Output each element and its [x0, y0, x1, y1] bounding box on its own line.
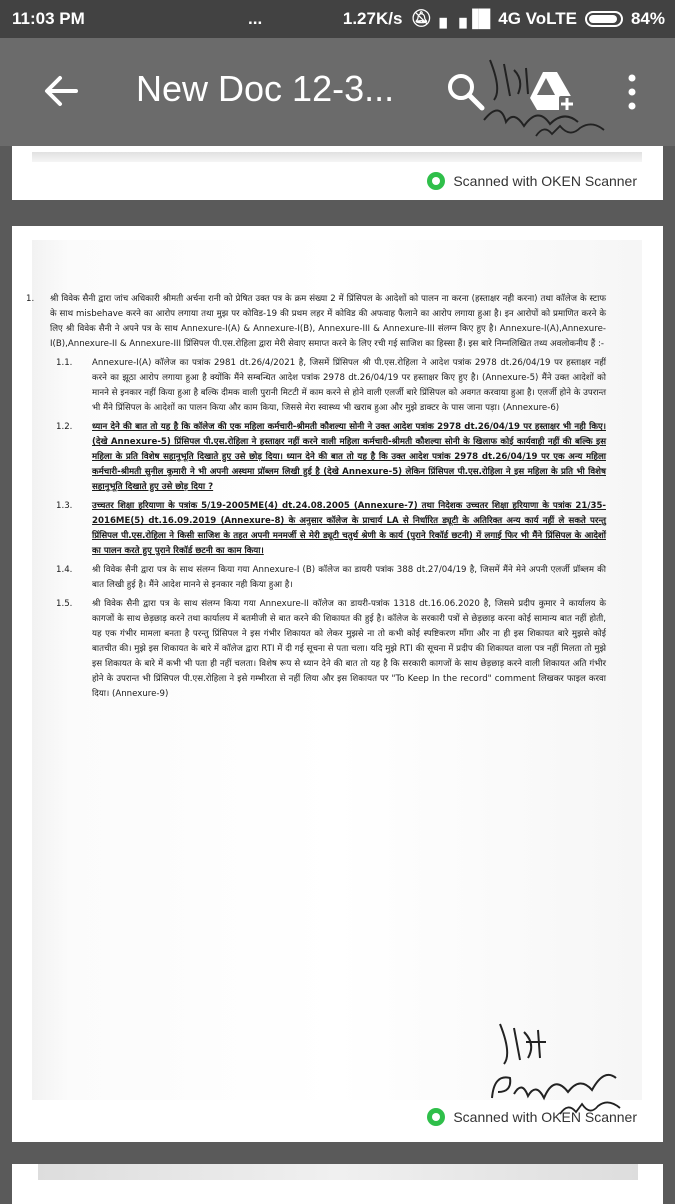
- network-speed: 1.27K/s: [342, 9, 403, 28]
- signal-icon: ▖▗▐█: [440, 9, 491, 28]
- document-title: New Doc 12-3...: [136, 68, 395, 109]
- subparagraph-1-5: 1.5. श्री विवेक सैनी द्वारा पत्र के साथ संलग्न किया गया Annexure-II कॉलेज का डायरी-पत्रांक 1318 dt.16.06.2020 है, जिसमे प्रदीप कुमार ने कार्यालय के कागजों के साथ छेड़छाड़ करने तथा कार्यालय में बतमीजी से बात करने की शिकायत की हुई है। कॉलेज के सरकारी पत्रों से छेड़छाड़ करना कोई सामान्य बात नहीं होती, यह एक गंभीर मामला बनता है परन्तु प्रिंसिपल ने इस गंभीर शिकायत को लेकर मुझसे ना तो कभी कोई स्पष्टिकरण माँगा और ना ही इस शिकायत बारे मुझसे कोई बातचीत की। मुझे इस शिकायत के बारे में कॉलेज द्वारा RTI में दी गई सूचना से पता चला। यदि मुझे RTI की सूचना में प्रदीप की शिकायत वाला पत्र नहीं मिलता तो मुझे इस शिकायत के बारे में कभी भी पता ही नहीं चलता। विशेष रूप से ध्यान देने की बात तो यह है कि सरकारी कागजों के साथ छेड़छाड़ करने वाली शिकायत अति गंभीर होने के उपरान्त भी प्रिंसिपल पी.एस.रोहिला ने इसे गम्भीरता से नहीं लिया और इस शिकायत पर "To Keep In the record" comment लिखकर फाइल करवा दिया। (Annexure-9): [56, 599, 606, 699]
- network-type: 4G VoLTE: [498, 9, 577, 28]
- oken-scanner-icon: [427, 172, 445, 190]
- scanned-watermark-bottom: [427, 1108, 637, 1126]
- paragraph-1: 1. श्री विवेक सैनी द्वारा जांच अधिकारी श्रीमती अर्चना रानी को प्रेषित उक्त पत्र के क्रम संख्या 2 में प्रिंसिपल के आदेशों को पालन ना करना (हस्ताक्षर नही करना) तथा कॉलेज के स्टाफ के साथ misbehave करने का आरोप लगाया तथा मुझ पर कोविड-19 की प्रथम लहर में कोविड की अफवाह फैलाने का आरोप लगाया हुआ है। इन आरोपों को प्रमाणित करने के लिए श्री विवेक सैनी ने अपने पत्र के साथ Annexure-I(A) & Annexure-I(B), Annexure-III & Annexure-III संलग्न किए हुए है। Annexure-I(A),Annexure-I(B),Annexure-II & Annexure-III प्रिंसिपल पी.एस.रोहिला द्वारा मेरी सेवाए समाप्त करने के लिए रची गई साजिश का हिस्सा हैं। इस बारे निम्नलिखित तथ्य अवलोकनीय हैं :-: [26, 294, 606, 349]
- subparagraph-1-2: 1.2. ध्यान देने की बात तो यह है कि कॉलेज की एक महिला कर्मचारी-श्रीमती कौशल्या सोनी ने उक्त आदेश पत्रांक 2978 dt.26/04/19 पर हस्ताक्षर भी नही किए। (देखे Annexure-5) प्रिंसिपल पी.एस.रोहिला ने हस्ताक्षर नहीं करने वाली महिला कर्मचारी-श्रीमती कौशल्या सोनी के खिलाफ कोई कार्यवाही नहीं की बल्कि इस महिला के प्रति विशेष सहानुभूति दिखाते हुए उसे छोड़ दिया। ध्यान देने की बात तो यह है कि उक्त आदेश पत्रांक 2978 dt.26/04/19 पर एक अन्य महिला कर्मचारी-श्रीमती सुनील कुमारी ने भी अपनी अस्थमा प्रॉब्लम लिखी हुई है (देखे Annexure-5) लेकिन प्रिंसिपल पी.एस.रोहिला ने इस महिला के प्रति भी विशेष सहानुभूति दिखाते हुए उसे छोड़ दिया ?: [56, 422, 606, 492]
- scanned-label: Scanned with OKEN Scanner: [453, 1109, 637, 1125]
- app-bar: [0, 38, 675, 146]
- mute-icon: 🔕︎: [410, 9, 432, 28]
- document-page-partial-bottom: [12, 1164, 663, 1204]
- document-page[interactable]: [12, 226, 663, 1142]
- scanned-label: Scanned with OKEN Scanner: [453, 173, 637, 189]
- page-edge-text: [32, 152, 642, 162]
- battery-icon: [585, 11, 623, 27]
- handwritten-signature-top: [480, 50, 610, 142]
- oken-scanner-icon: [427, 1108, 445, 1126]
- scanned-watermark-top: [427, 172, 637, 190]
- document-body: [26, 292, 606, 706]
- subparagraph-1-3: 1.3. उच्चतर शिक्षा हरियाणा के पत्रांक 5/19-2005ME(4) dt.24.08.2005 (Annexure-7) तथा निदेशक उच्चतर शिक्षा हरियाणा के पत्रांक 21/35-2016ME(5) dt.16.09.2019 (Annexure-8) के अनुसार कॉलेज के प्राचार्य LA से निर्धारित ड्यूटी के अतिरिक्त अन्य कार्य नहीं ले सकते परन्तु प्रिंसिपल पी.एस.रोहिला ने किसी साजिश के तहत अपनी मनमर्जी से मेरी ड्यूटी चतुर्थ श्रेणी के कार्य (पुराने रिकॉर्ड छटनी) में लगाई फिर भी मैंने प्रिंसिपल के आदेशों का पालन करते हुए पुराने रिकॉर्ड छटनी का काम किया।: [56, 501, 606, 556]
- subparagraph-1-1: 1.1. Annexure-I(A) कॉलेज का पत्रांक 2981 dt.26/4/2021 है, जिसमें प्रिंसिपल श्री पी.एस.रोहिला ने आदेश पत्रांक 2978 dt.26/04/19 पर हस्ताक्षर नहीं करने का झूठा आरोप लगाया हुआ है क्योंकि मैंने सम्बन्धित आदेश पत्रांक 2978 dt.26/04/19 पर हस्ताक्षर किए हुए है। (Annexure-5) मैंने उक्त आदेशों को मानने से इनकार नहीं किया हुआ है बल्कि दीमक वाली पुरानी मिटटी में काम करने से होने वाली एलर्जी बारे प्रिंसिपल को अवगत करवाया हुआ है। एलर्जी होने के उपरान्त भी मैंने प्रिंसिपल के आदेशों का पालन किया और काम किया, जिससे मेरा स्वास्थ्य भी खराब हुआ और मुझे डाक्टर के पास जाना पड़ा। (Annexure-6): [56, 358, 606, 413]
- status-dots: ...: [248, 9, 263, 28]
- page-edge-text: [38, 1164, 638, 1180]
- back-arrow-icon[interactable]: [36, 66, 86, 116]
- status-right: [343, 9, 665, 29]
- status-bar: [0, 0, 675, 38]
- document-page-partial-top: [12, 146, 663, 200]
- subparagraph-1-4: 1.4. श्री विवेक सैनी द्वारा पत्र के साथ संलग्न किया गया Annexure-I (B) कॉलेज का डायरी पत्रांक 388 dt.27/04/19 है, जिसमें मैंने मेने अपनी एलर्जी प्रॉब्लम की बात लिखी हुई है। मैंने आदेश मानने से इनकार नही किया हुआ है।: [56, 565, 606, 590]
- status-time: 11:03 PM: [12, 9, 85, 28]
- more-vert-icon[interactable]: [620, 70, 644, 114]
- handwritten-signature-bottom: [486, 1018, 626, 1118]
- battery-percent: 84%: [630, 9, 665, 28]
